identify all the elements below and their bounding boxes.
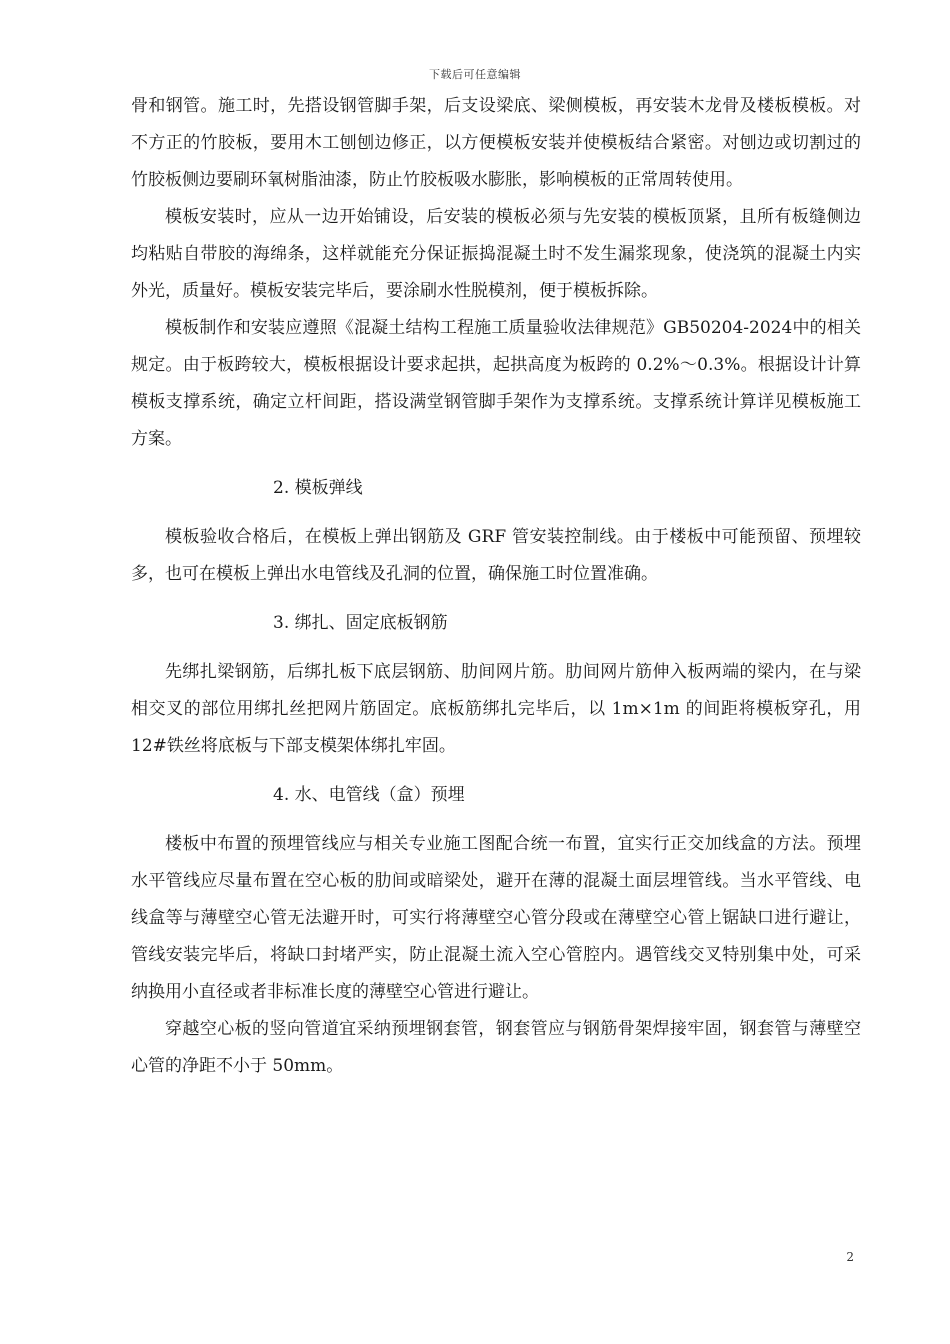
section-heading-rebar-binding: 3. 绑扎、固定底板钢筋 [273,613,448,633]
paragraph-formwork-installation-continued: 骨和钢管。施工时，先搭设钢管脚手架，后支设梁底、梁侧模板，再安装木龙骨及楼板模板。对不方正的竹胶板，要用木工刨刨边修正，以方便模板安装并使模板结合紧密。对刨边或切割过的竹胶板侧边要刷环氧树脂油漆，防止竹胶板吸水膨胀，影响模板的正常周转使用。 [131,96,861,190]
document-body [131,88,861,1085]
paragraph-pipe-embedding: 楼板中布置的预埋管线应与相关专业施工图配合统一布置，宜实行正交加线盒的方法。预埋水平管线应尽量布置在空心板的肋间或暗梁处，避开在薄的混凝土面层埋管线。当水平管线、电线盒等与薄壁空心管无法避开时，可实行将薄壁空心管分段或在薄壁空心管上锯缺口进行避让，管线安装完毕后，将缺口封堵严实，防止混凝土流入空心管腔内。遇管线交叉特别集中处，可采纳换用小直径或者非标准长度的薄壁空心管进行避让。 [131,834,861,1002]
paragraph-formwork-standards: 模板制作和安装应遵照《混凝土结构工程施工质量验收法律规范》GB50204-2024中的相关规定。由于板跨较大，模板根据设计要求起拱，起拱高度为板跨的 0.2%～0.3%。根据设计计算模板支撑系统，确定立杆间距，搭设满堂钢管脚手架作为支撑系统。支撑系统计算详见模板施工方案。 [131,318,861,449]
paragraph-formwork-lines: 模板验收合格后，在模板上弹出钢筋及 GRF 管安装控制线。由于楼板中可能预留、预埋较多，也可在模板上弹出水电管线及孔洞的位置，确保施工时位置准确。 [131,527,861,584]
paragraph-vertical-pipes: 穿越空心板的竖向管道宜采纳预埋钢套管，钢套管应与钢筋骨架焊接牢固，钢套管与薄壁空心管的净距不小于 50mm。 [131,1019,861,1076]
page-number: 2 [846,1250,854,1264]
paragraph-rebar-binding: 先绑扎梁钢筋，后绑扎板下底层钢筋、肋间网片筋。肋间网片筋伸入板两端的梁内，在与梁相交叉的部位用绑扎丝把网片筋固定。底板筋绑扎完毕后，以 1m×1m 的间距将模板穿孔，用 12#铁丝将底板与下部支模架体绑扎牢固。 [131,662,861,756]
page-header: 下载后可任意编辑 [429,68,521,81]
paragraph-formwork-laying: 模板安装时，应从一边开始铺设，后安装的模板必须与先安装的模板顶紧，且所有板缝侧边均粘贴自带胶的海绵条，这样就能充分保证振捣混凝土时不发生漏浆现象，使浇筑的混凝土内实外光，质量好。模板安装完毕后，要涂刷水性脱模剂，便于模板拆除。 [131,207,861,301]
section-heading-formwork-lines: 2. 模板弹线 [273,478,363,498]
section-heading-pipe-embedding: 4. 水、电管线（盒）预埋 [273,785,465,805]
